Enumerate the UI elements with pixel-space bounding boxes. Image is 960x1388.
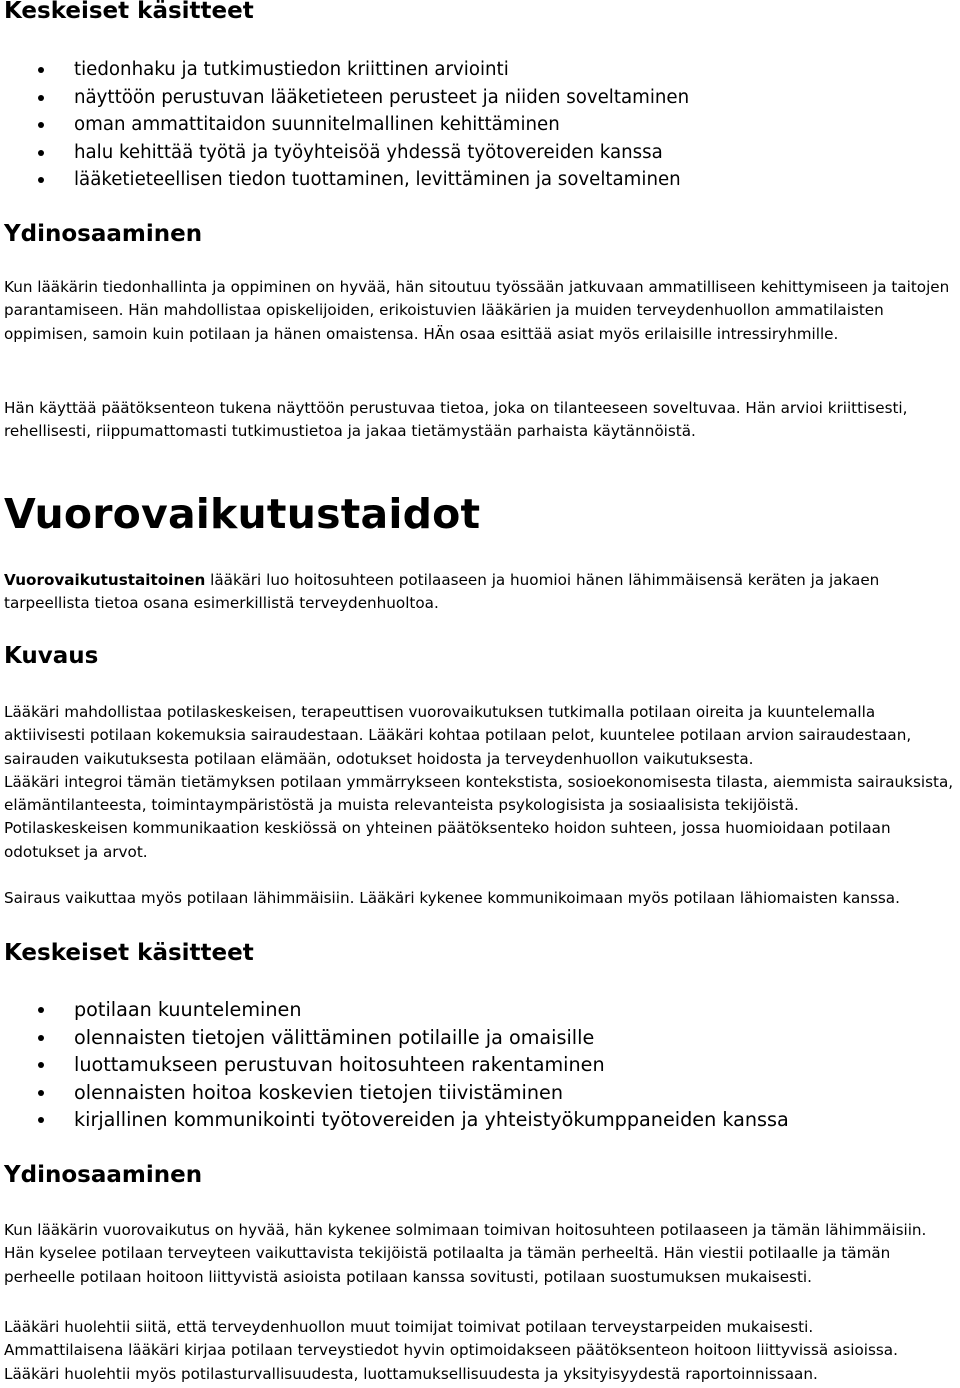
core-competence-block	[4, 1316, 956, 1386]
core-competence-paragraph: Kun lääkärin tiedonhallinta ja oppiminen on hyvää, hän sitoutuu työssään jatkuvaan ammatilliseen kehittymiseen ja taitojen parantamiseen. Hän mahdollistaa opiskelijoiden, erikoistuvien lääkärien ja muiden terveydenhuollon ammatilaisten oppimisen, samoin kuin potilaan ja hänen omaistensa. HÄn osaa esittää asiat myös erilaisille intressiryhmille.	[4, 278, 950, 343]
list-item: kirjallinen kommunikointi työtovereiden ja yhteistyökumppaneiden kanssa	[0, 1106, 789, 1134]
bullet-icon	[38, 67, 44, 73]
list-item: halu kehittää työtä ja työyhteisöä yhdessä työtovereiden kanssa	[0, 139, 689, 167]
bullet-icon	[38, 122, 44, 128]
key-concepts-list	[0, 56, 689, 194]
intro-text: lääkäri luo hoitosuhteen potilaaseen ja huomioi hänen lähimmäisensä keräten ja jakaen tarpeellista tietoa osana esimerkillistä terveydenhuoltoa.	[4, 571, 880, 613]
description-paragraph: Potilaskeskeisen kommunikaation keskiössä on yhteinen päätöksenteko hoidon suhteen, jossa huomioidaan potilaan odotukset ja arvot.	[4, 819, 891, 861]
core-competence-paragraph-2: Hän käyttää päätöksenteon tukena näyttöön perustuvaa tietoa, joka on tilanteeseen soveltuvaa. Hän arvioi kriittisesti, rehellisesti, riippumattomasti tutkimustietoa ja jakaa tietämystään parhaista käytännöistä.	[4, 399, 908, 441]
list-item: oman ammattitaidon suunnitelmallinen kehittäminen	[0, 111, 689, 139]
section-heading-core-competence: Ydinosaaminen	[4, 221, 203, 247]
description-block	[4, 701, 956, 864]
bullet-icon	[38, 1035, 44, 1041]
section-heading-key-concepts: Keskeiset käsitteet	[4, 0, 254, 24]
bullet-icon	[38, 1090, 44, 1096]
core-competence-paragraph-3: Kun lääkärin vuorovaikutus on hyvää, hän kykenee solmimaan toimivan hoitosuhteen potilaaseen ja tämän lähimmäisiin. Hän kyselee potilaan terveyteen vaikuttavista tekijöistä potilaalta ja tämän perheeltä. Hän viestii potilaalle ja tämän perheelle potilaan hoitoon liittyvistä asioista potilaan kanssa sovitusti, potilaan suostumuksen mukaisesti.	[4, 1221, 927, 1286]
list-item: olennaisten hoitoa koskevien tietojen tiivistäminen	[0, 1079, 789, 1107]
bullet-icon	[38, 1062, 44, 1068]
core-competence-line: Lääkäri huolehtii siitä, että terveydenhuollon muut toimijat toimivat potilaan terveystarpeiden mukaisesti.	[4, 1318, 814, 1336]
description-paragraph: Lääkäri mahdollistaa potilaskeskeisen, terapeuttisen vuorovaikutuksen tutkimalla potilaan oireita ja kuuntelemalla aktiivisesti potilaan kokemuksia sairaudestaan. Lääkäri kohtaa potilaan pelot, kuuntelee potilaan arvion sairaudestaan, sairauden vaikutuksesta potilaan elämään, odotukset hoidosta ja terveydenhuollon vaikutuksesta.	[4, 703, 912, 768]
list-item: luottamukseen perustuvan hoitosuhteen rakentaminen	[0, 1051, 789, 1079]
page-title: Vuorovaikutustaidot	[4, 490, 481, 538]
intro-bold-term: Vuorovaikutustaitoinen	[4, 571, 206, 589]
bullet-icon	[38, 1117, 44, 1123]
list-item: olennaisten tietojen välittäminen potilaille ja omaisille	[0, 1024, 789, 1052]
core-competence-line: Ammattilaisena lääkäri kirjaa potilaan terveystiedot hyvin optimoidakseen päätöksenteon hoitoon liittyvissä asioissa.	[4, 1341, 898, 1360]
list-item: näyttöön perustuvan lääketieteen perusteet ja niiden soveltaminen	[0, 84, 689, 112]
section-heading-description: Kuvaus	[4, 643, 99, 669]
list-item: potilaan kuunteleminen	[0, 996, 789, 1024]
bullet-icon	[38, 177, 44, 183]
bullet-icon	[38, 1007, 44, 1013]
intro-paragraph	[4, 569, 956, 616]
list-item: lääketieteellisen tiedon tuottaminen, levittäminen ja soveltaminen	[0, 166, 689, 194]
bullet-icon	[38, 150, 44, 156]
description-paragraph: Lääkäri integroi tämän tietämyksen potilaan ymmärrykseen kontekstista, sosioekonomisesta tilasta, aiemmista sairauksista, elämäntilanteesta, toimintaympäristöstä ja muista relevanteista psykologisista ja sosiaalisista tekijöistä.	[4, 772, 954, 815]
bullet-icon	[38, 95, 44, 101]
list-item: tiedonhaku ja tutkimustiedon kriittinen arviointi	[0, 56, 689, 84]
description-paragraph-relatives: Sairaus vaikuttaa myös potilaan lähimmäisiin. Lääkäri kykenee kommunikoimaan myös potilaan lähiomaisten kanssa.	[4, 889, 900, 907]
section-heading-core-competence-2: Ydinosaaminen	[4, 1162, 203, 1188]
section-heading-key-concepts-2: Keskeiset käsitteet	[4, 940, 254, 966]
core-competence-line: Lääkäri huolehtii myös potilasturvallisuudesta, luottamuksellisuudesta ja yksityisyydestä raportoinnissaan.	[4, 1364, 818, 1383]
key-concepts-list-2	[0, 996, 789, 1134]
